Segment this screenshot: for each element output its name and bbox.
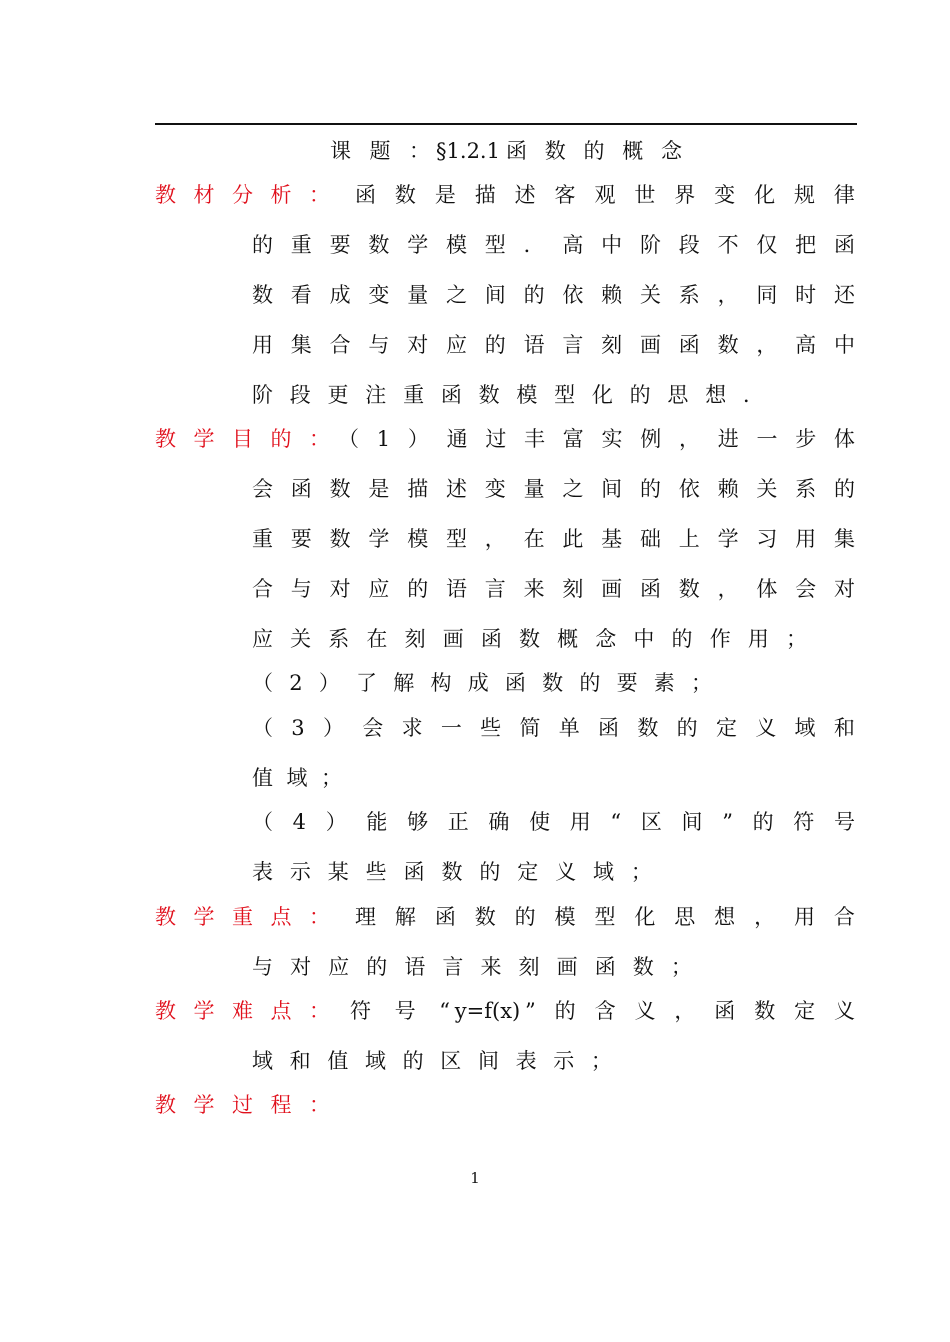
difficulties-text-a: 符 号 “ (350, 999, 450, 1023)
analysis-line-1: 函 数 是 描 述 客 观 世 界 变 化 规 律 (355, 183, 855, 207)
objectives-line-2: 会 函 数 是 描 述 变 量 之 间 的 依 赖 关 系 的 (252, 477, 855, 501)
objectives-line-6: （ 2 ） 了 解 构 成 函 数 的 要 素 ； (252, 671, 712, 695)
page-number: 1 (470, 1169, 480, 1187)
objectives-line-10: 表 示 某 些 函 数 的 定 义 域 ； (252, 860, 652, 884)
label-process: 教 学 过 程 ： (155, 1093, 330, 1117)
objectives-line-5: 应 关 系 在 刻 画 函 数 概 念 中 的 作 用 ； (252, 627, 807, 651)
difficulties-text-c: ” 的 含 义 ， 函 数 定 义 (525, 999, 855, 1023)
difficulties-line-1 (350, 997, 855, 1025)
title-words: 函 数 的 概 念 (506, 139, 682, 163)
key-points-line-1: 理 解 函 数 的 模 型 化 思 想 ， 用 合 (355, 905, 855, 929)
label-difficulties: 教 学 难 点 ： (155, 999, 330, 1023)
objectives-line-4: 合 与 对 应 的 语 言 来 刻 画 函 数 ， 体 会 对 (252, 577, 855, 601)
lesson-title (330, 137, 682, 165)
key-points-line-2: 与 对 应 的 语 言 来 刻 画 函 数 ； (252, 955, 692, 979)
objectives-line-3: 重 要 数 学 模 型 ， 在 此 基 础 上 学 习 用 集 (252, 527, 855, 551)
analysis-line-4: 用 集 合 与 对 应 的 语 言 刻 画 函 数 ， 高 中 (252, 333, 855, 357)
objectives-line-8: 值 域 ； (252, 766, 342, 790)
header-rule (155, 123, 857, 125)
analysis-line-3: 数 看 成 变 量 之 间 的 依 赖 关 系 ， 同 时 还 (252, 283, 855, 307)
objectives-line-9: （ 4 ） 能 够 正 确 使 用 “ 区 间 ” 的 符 号 (252, 810, 855, 834)
difficulties-line-2: 域 和 值 域 的 区 间 表 示 ； (252, 1049, 612, 1073)
analysis-line-2: 的 重 要 数 学 模 型 ． 高 中 阶 段 不 仅 把 函 (252, 233, 855, 257)
label-key-points: 教 学 重 点 ： (155, 905, 330, 929)
title-prefix: 课 题 ： (330, 139, 430, 163)
function-notation: y=f(x) (454, 999, 521, 1023)
analysis-line-5: 阶 段 更 注 重 函 数 模 型 化 的 思 想 ． (252, 383, 764, 407)
label-objectives: 教 学 目 的 ： (155, 427, 330, 451)
objectives-line-1: （ 1 ） 通 过 丰 富 实 例 ， 进 一 步 体 (338, 427, 855, 451)
section-number: §1.2.1 (436, 139, 500, 163)
objectives-line-7: （ 3 ） 会 求 一 些 简 单 函 数 的 定 义 域 和 (252, 716, 855, 740)
label-analysis: 教 材 分 析 ： (155, 183, 330, 207)
